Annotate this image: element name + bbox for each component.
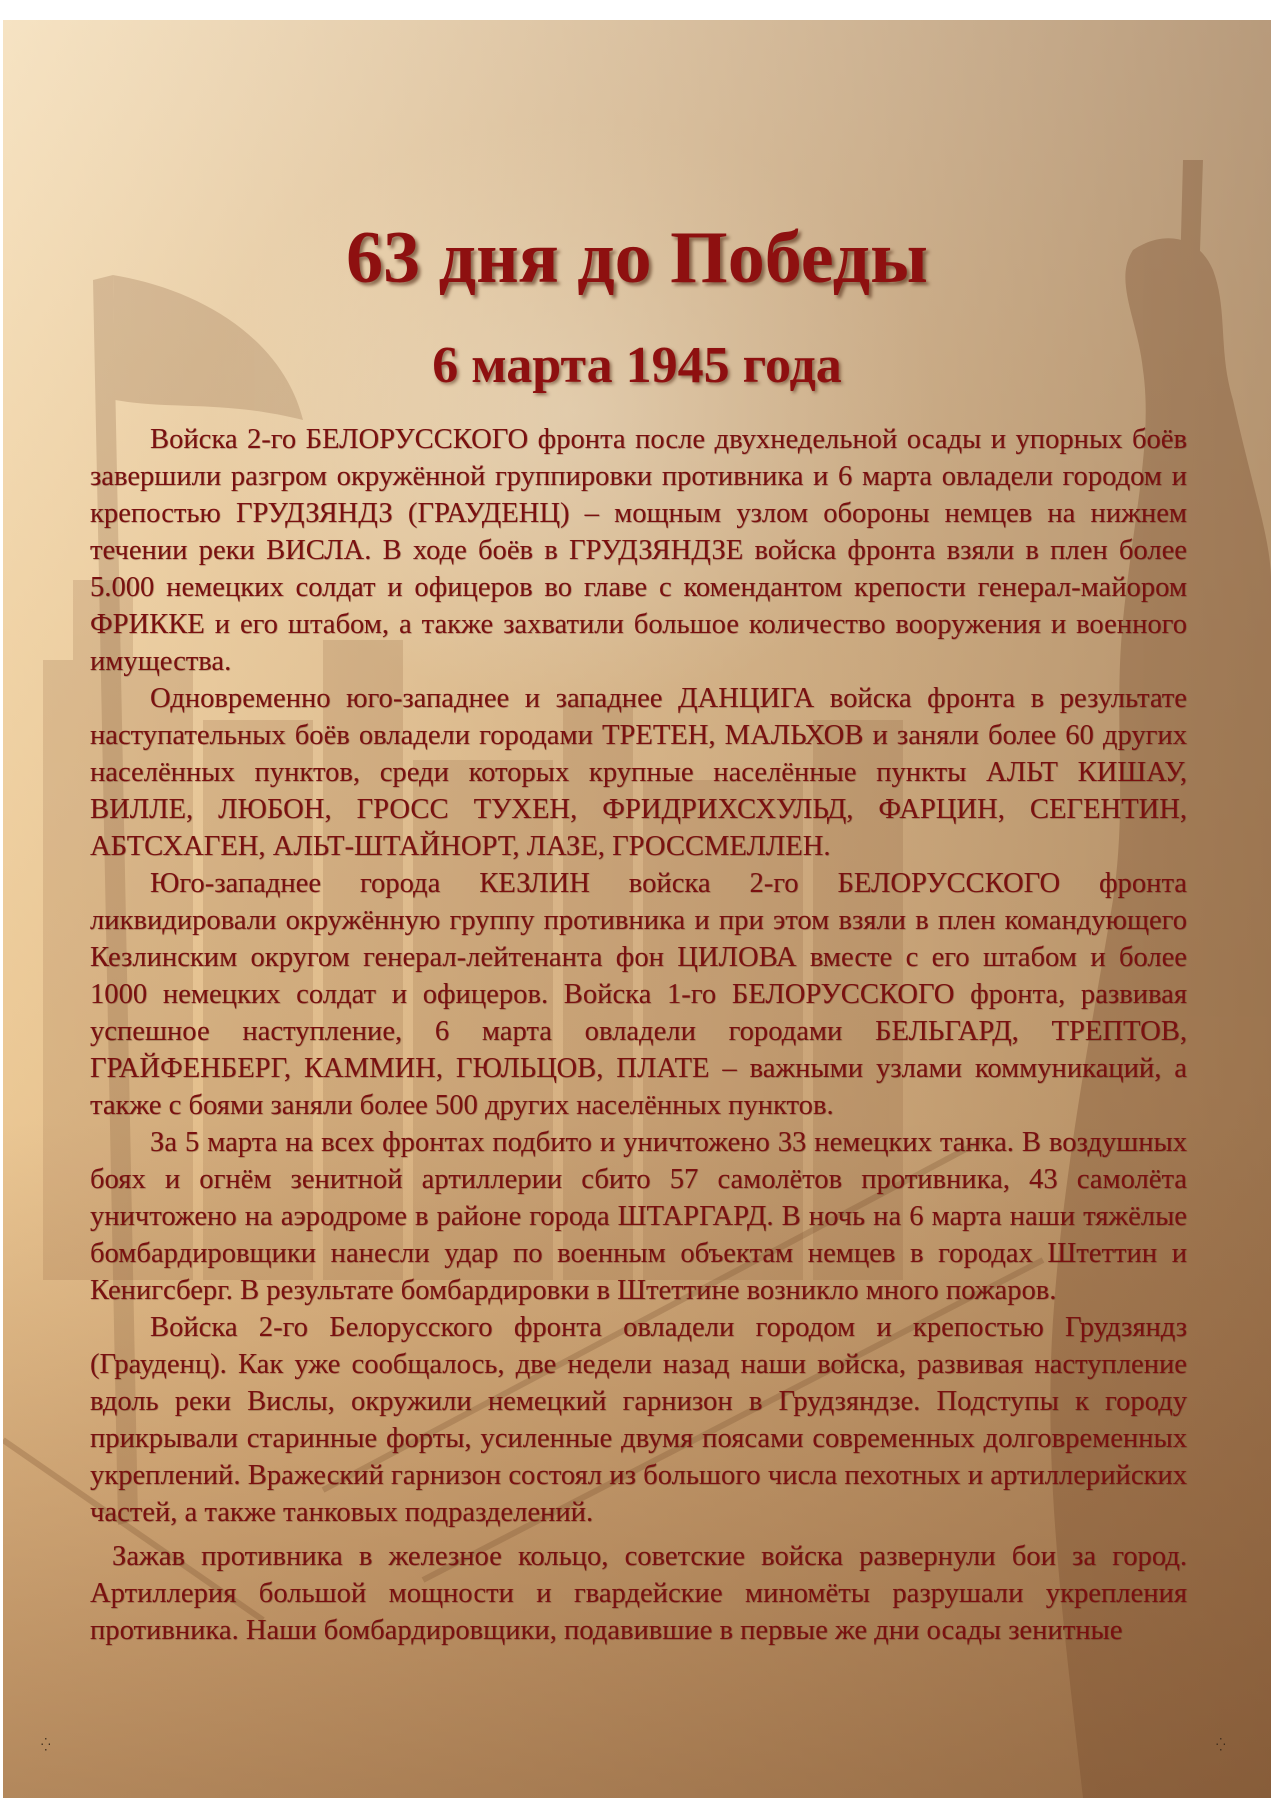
page-title: 63 дня до Победы (346, 217, 928, 299)
paragraph-1: Войска 2-го БЕЛОРУССКОГО фронта после двухнедельной осады и упорных боёв завершили разгром окружённой группировки противника и 6 марта овладели городом и крепостью ГРУДЗЯНДЗ (ГРАУДЕНЦ) – мощным узлом обороны немцев на нижнем течении реки ВИСЛА. В ходе боёв в ГРУДЗЯНДЗЕ войска фронта взяли в плен более 5.000 немецких солдат и офицеров во главе с комендантом крепости генерал-майором ФРИККЕ и его штабом, а также захватили большое количество вооружения и военного имущества. (90, 424, 1187, 677)
poster-page (3, 20, 1271, 1798)
corner-mark-left: ⁛ (41, 1738, 51, 1752)
page-subtitle: 6 марта 1945 года (432, 337, 842, 394)
corner-mark-right: ⁛ (1216, 1738, 1226, 1752)
paragraph-5: Войска 2-го Белорусского фронта овладели городом и крепостью Грудзяндз (Грауденц). Как уже сообщалось, две недели назад наши войска, развивая наступление вдоль реки Вислы, окружили немецкий гарнизон в Грудзяндзе. Подступы к городу прикрывали старинные форты, усиленные двумя поясами современных долговременных укреплений. Вражеский гарнизон состоял из большого числа пехотных и артиллерийских частей, а также танковых подразделений. (90, 1312, 1187, 1528)
paragraph-3: Юго-западнее города КЕЗЛИН войска 2-го БЕЛОРУССКОГО фронта ликвидировали окружённую группу противника и при этом взяли в плен командующего Кезлинским округом генерал-лейтенанта фон ЦИЛОВА вместе с его штабом и более 1000 немецких солдат и офицеров. Войска 1-го БЕЛОРУССКОГО фронта, развивая успешное наступление, 6 марта овладели городами БЕЛЬГАРД, ТРЕПТОВ, ГРАЙФЕНБЕРГ, КАММИН, ГЮЛЬЦОВ, ПЛАТЕ – важными узлами коммуникаций, а также с боями заняли более 500 других населённых пунктов. (90, 868, 1187, 1121)
paragraph-4: За 5 марта на всех фронтах подбито и уничтожено 33 немецких танка. В воздушных боях и огнём зенитной артиллерии сбито 57 самолётов противника, 43 самолёта уничтожено на аэродроме в районе города ШТАРГАРД. В ночь на 6 марта наши тяжёлые бомбардировщики нанесли удар по военным объектам немцев в городах Штеттин и Кенигсберг. В результате бомбардировки в Штеттине возникло много пожаров. (90, 1127, 1187, 1306)
article-body (90, 421, 1187, 1649)
paragraph-6: Зажав противника в железное кольцо, советские войска развернули бои за город. Артиллерия большой мощности и гвардейские миномёты разрушали укрепления противника. Наши бомбардировщики, подавившие в первые же дни осады зенитные (90, 1541, 1187, 1646)
paragraph-2: Одновременно юго-западнее и западнее ДАНЦИГА войска фронта в результате наступательных боёв овладели городами ТРЕТЕН, МАЛЬХОВ и заняли более 60 других населённых пунктов, среди которых крупные населённые пункты АЛЬТ КИШАУ, ВИЛЛЕ, ЛЮБОН, ГРОСС ТУХЕН, ФРИДРИХСХУЛЬД, ФАРЦИН, СЕГЕНТИН, АБТСХАГЕН, АЛЬТ-ШТАЙНОРТ, ЛАЗЕ, ГРОССМЕЛЛЕН. (90, 683, 1187, 862)
